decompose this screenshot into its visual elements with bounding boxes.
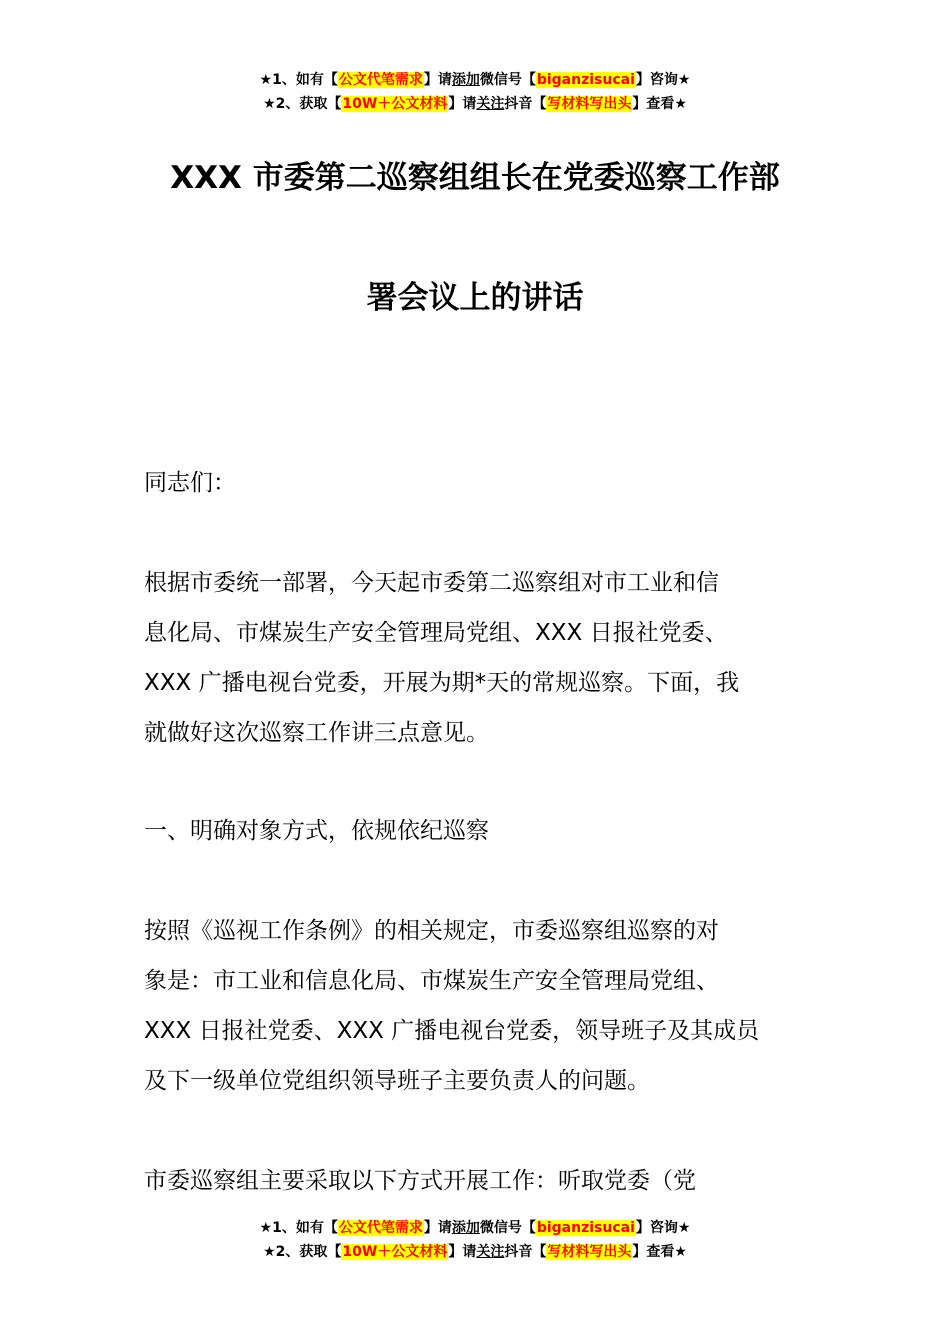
notice-line-2: ★2、获取【10W＋公文材料】请关注抖音【写材料写出头】查看★ [263, 1244, 687, 1260]
highlight-douyin: 写材料写出头 [547, 96, 632, 112]
paragraph-2: 按照《巡视工作条例》的相关规定，市委巡察组巡察的对 象是：市工业和信息化局、市煤炭生产安全管理局党组、 XXX 日报社党委、XXX 广播电视台党委，领导班子及其成员 及下一级单位党组织领导班子主要负责人的问题。 [144, 918, 760, 1094]
document-title-line-2: 署会议上的讲话 [366, 280, 584, 316]
notice-line-2: ★2、获取【10W＋公文材料】请关注抖音【写材料写出头】查看★ [263, 96, 687, 112]
highlight-service: 公文代笔需求 [338, 72, 423, 88]
notice-line-1: ★1、如有【公文代笔需求】请添加微信号【biganzisucai】咨询★ [259, 1220, 691, 1236]
footer-notice [0, 1216, 950, 1264]
document-title-line-1: XXX 市委第二巡察组组长在党委巡察工作部 [170, 160, 780, 196]
highlight-wechat-id: biganzisucai [536, 1220, 635, 1236]
paragraph-1: 根据市委统一部署，今天起市委第二巡察组对市工业和信 息化局、市煤炭生产安全管理局党组、XXX 日报社党委、 XXX 广播电视台党委，开展为期*天的常规巡察。下面，我 就做好这次巡察工作讲三点意见。 [144, 570, 740, 746]
paragraph-3: 市委巡察组主要采取以下方式开展工作：听取党委（党 [144, 1168, 696, 1194]
highlight-douyin: 写材料写出头 [547, 1244, 632, 1260]
highlight-materials: 10W＋公文材料 [342, 96, 448, 112]
header-notice [0, 68, 950, 116]
notice-line-1: ★1、如有【公文代笔需求】请添加微信号【biganzisucai】咨询★ [259, 72, 691, 88]
highlight-materials: 10W＋公文材料 [342, 1244, 448, 1260]
highlight-service: 公文代笔需求 [338, 1220, 423, 1236]
highlight-wechat-id: biganzisucai [536, 72, 635, 88]
greeting: 同志们： [144, 470, 236, 496]
section-heading-1: 一、明确对象方式，依规依纪巡察 [144, 818, 489, 844]
